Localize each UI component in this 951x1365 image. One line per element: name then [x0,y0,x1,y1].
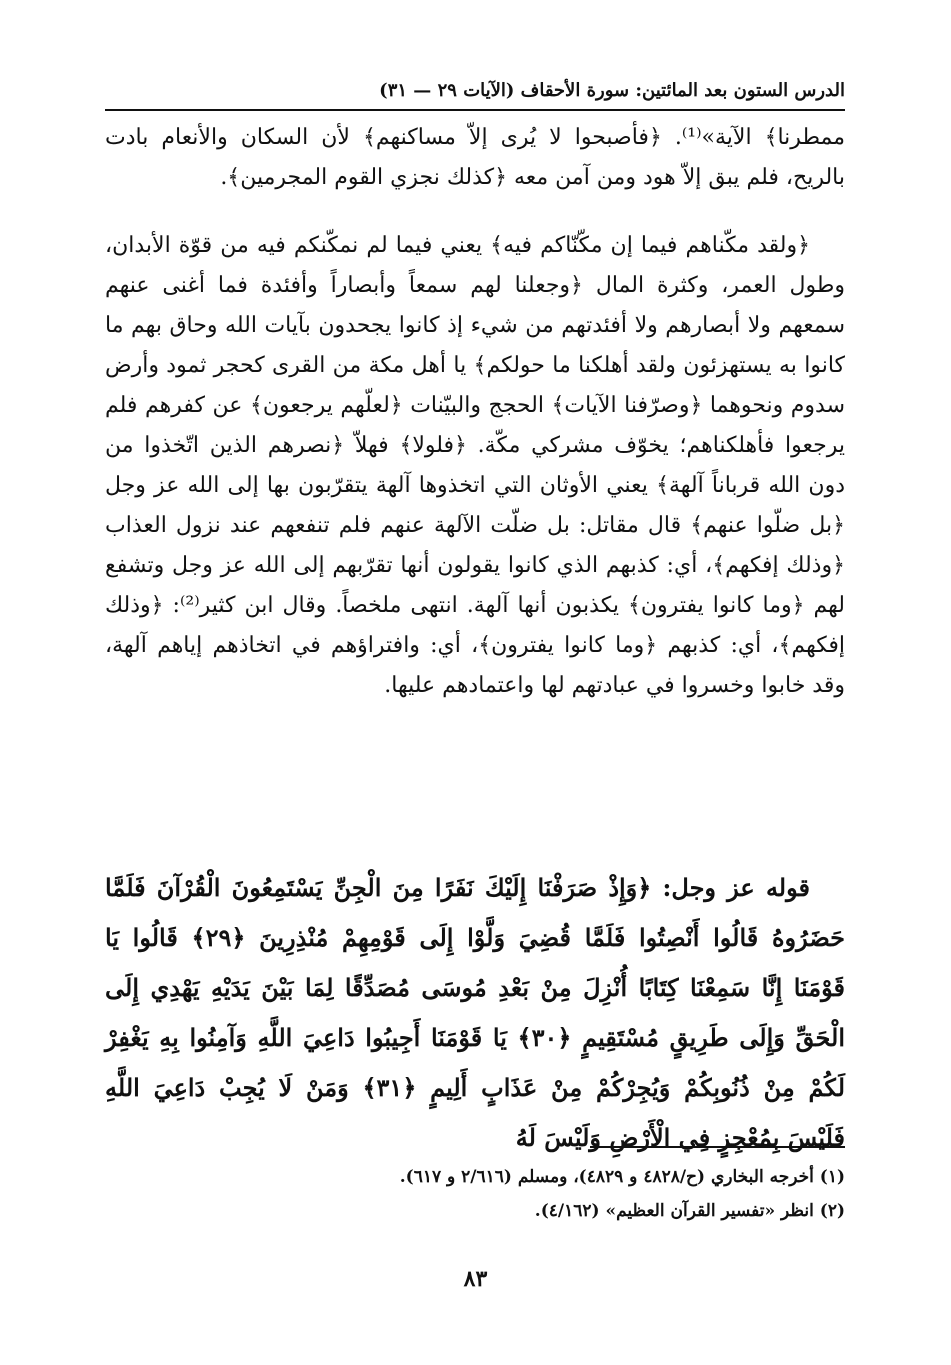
body-paragraph-2 [105,226,845,706]
quran-passage: قوله عز وجل: ﴿وَإِذْ صَرَفْنَا إِلَيْكَ نَفَرًا مِنَ الْجِنِّ يَسْتَمِعُونَ الْقُرْآنَ فَلَمَّا حَضَرُوهُ قَالُوا أَنْصِتُوا فَلَمَّا قُضِيَ وَلَّوْا إِلَى قَوْمِهِمْ مُنْذِرِينَ ﴿٢٩﴾ قَالُوا يَا قَوْمَنَا إِنَّا سَمِعْنَا كِتَابًا أُنْزِلَ مِنْ بَعْدِ مُوسَى مُصَدِّقًا لِمَا بَيْنَ يَدَيْهِ يَهْدِي إِلَى الْحَقِّ وَإِلَى طَرِيقٍ مُسْتَقِيمٍ ﴿٣٠﴾ يَا قَوْمَنَا أَجِيبُوا دَاعِيَ اللَّهِ وَآمِنُوا بِهِ يَغْفِرْ لَكُمْ مِنْ ذُنُوبِكُمْ وَيُجِرْكُمْ مِنْ عَذَابٍ أَلِيمٍ ﴿٣١﴾ وَمَنْ لَا يُجِبْ دَاعِيَ اللَّهِ فَلَيْسَ بِمُعْجِزٍ فِي الْأَرْضِ وَلَيْسَ لَهُ [105,873,846,1152]
paragraph-text: ممطرنا﴾ الآية»⁽¹⁾. ﴿فأصبحوا لا يُرى إلاّ مساكنهم﴾ لأن السكان والأنعام بادت بالريح، فلم يبق إلاّ هود ومن آمن معه ﴿كذلك نجزي القوم المجرمين﴾. [105,125,845,190]
running-header: الدرس الستون بعد المائتين: سورة الأحقاف (الآيات ٢٩ — ٣١) [379,80,845,101]
paragraph-text: ﴿ولقد مكّناهم فيما إن مكّنّاكم فيه﴾ يعني فيما لم نمكّنكم فيه من قوّة الأبدان، وطول العمر، وكثرة المال ﴿وجعلنا لهم سمعاً وأبصاراً وأفئدة فما أغنى عنهم سمعهم ولا أبصارهم ولا أفئدتهم من شيء إذ كانوا يجحدون بآيات الله وحاق بهم ما كانوا به يستهزئون ولقد أهلكنا ما حولكم﴾ يا أهل مكة من القرى كحجر ثمود وأرض سدوم ونحوهما ﴿وصرّفنا الآيات﴾ الحجج والبيّنات ﴿لعلّهم يرجعون﴾ عن كفرهم فلم يرجعوا فأهلكناهم؛ يخوّف مشركي مكّة. ﴿فلولا﴾ فهلاّ ﴿نصرهم الذين اتّخذوا من دون الله قرباناً آلهة﴾ يعني الأوثان التي اتخذوها آلهة يتقرّبون بها إلى الله عز وجل ﴿بل ضلّوا عنهم﴾ قال مقاتل: بل ضلّت الآلهة عنهم فلم تنفعهم عند نزول العذاب ﴿وذلك إفكهم﴾، أي: كذبهم الذي كانوا يقولون أنها تقرّبهم إلى الله عز وجل وتشفع لهم ﴿وما كانوا يفترون﴾ يكذبون أنها آلهة. انتهى ملخصاً. وقال ابن كثير⁽²⁾: ﴿وذلك إفكهم﴾، أي: كذبهم ﴿وما كانوا يفترون﴾، أي: وافتراؤهم في اتخاذهم إياهم آلهة، وقد خابوا وخسروا في عبادتهم لها واعتمادهم عليها. [105,233,845,698]
header-rule [105,109,845,111]
footnotes [105,1160,845,1228]
footnote-2: (٢) انظر «تفسير القرآن العظيم» (٤/١٦٢). [534,1201,845,1221]
body-paragraph-1 [105,118,845,198]
footnote-rule [590,1146,845,1148]
footnote-1: (١) أخرجه البخاري (ح/٤٨٢٨ و ٤٨٢٩)، ومسلم (٢/٦١٦ و ٦١٧). [399,1167,845,1187]
page-number: ٨٣ [463,1266,488,1292]
